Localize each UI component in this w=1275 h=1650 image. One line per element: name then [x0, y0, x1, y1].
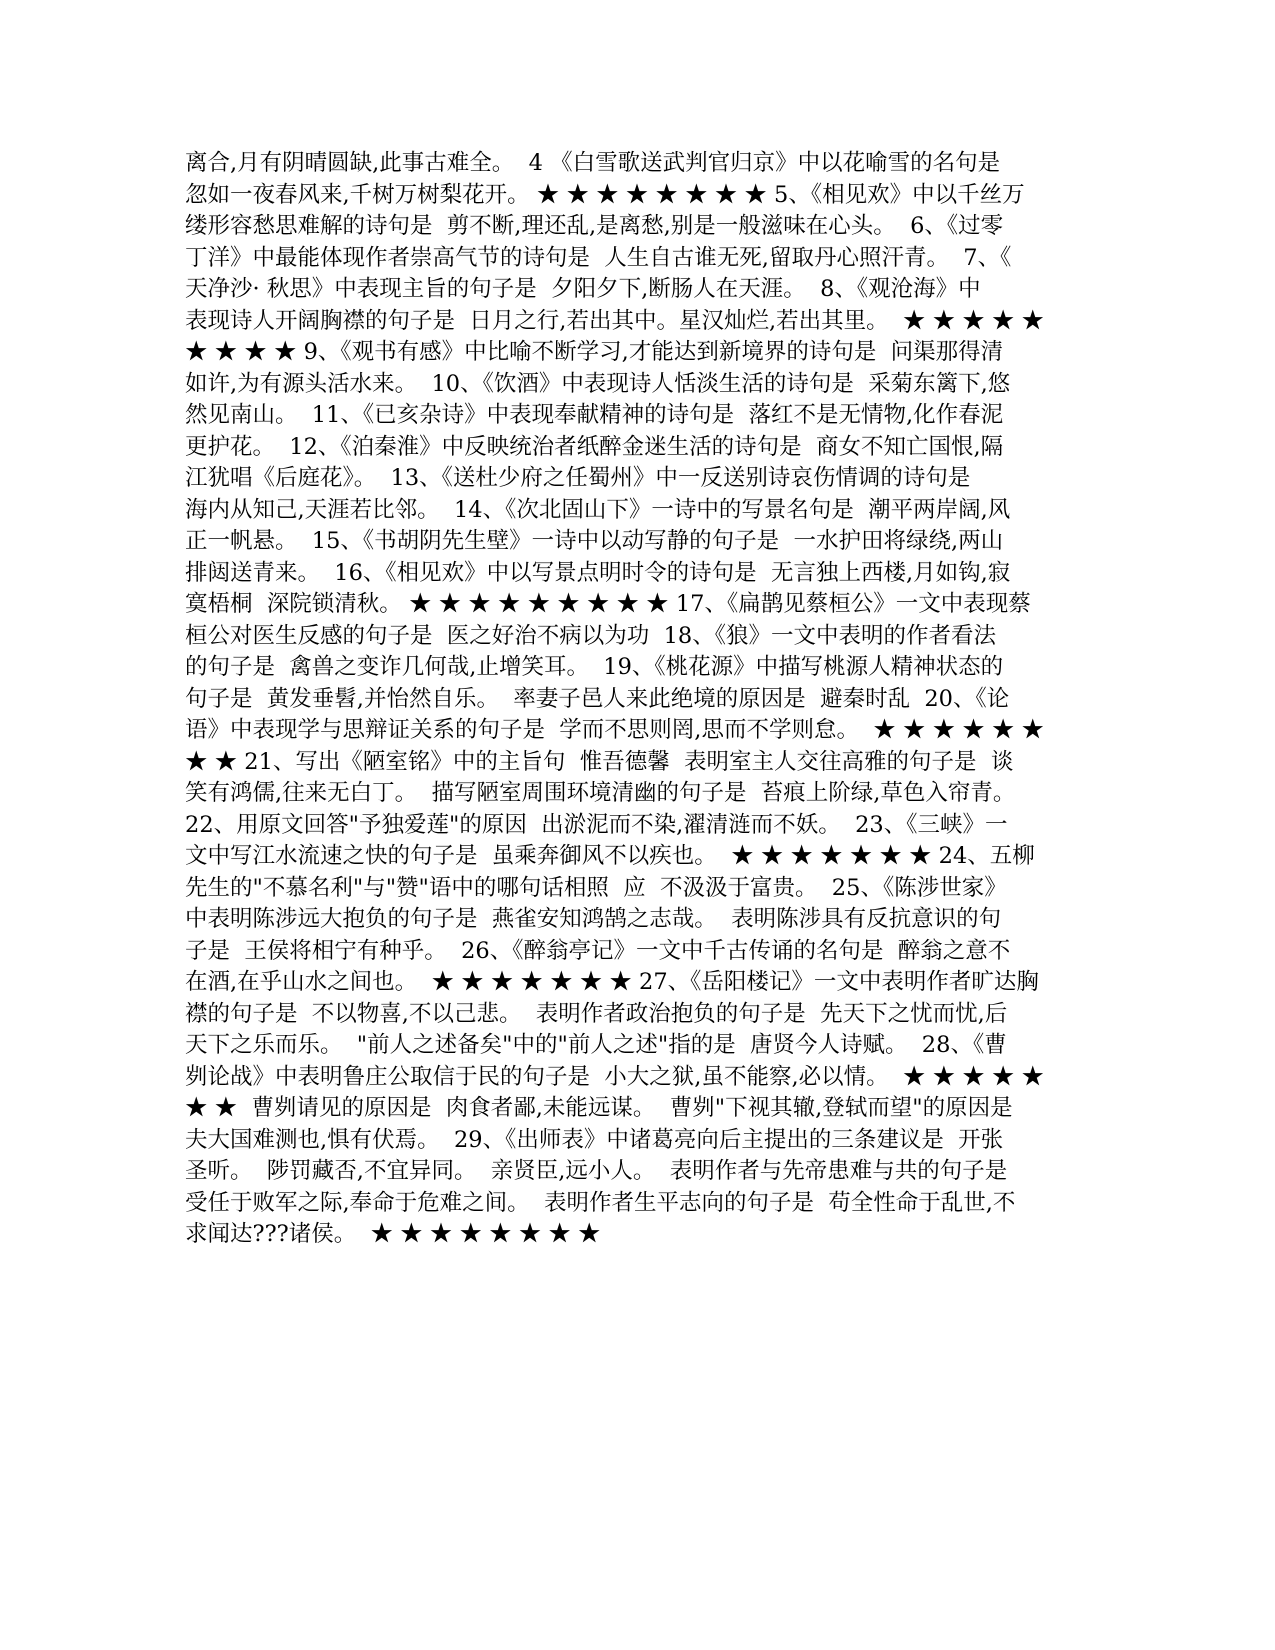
text-line: 天下之乐而乐。 "前人之述备矣"中的"前人之述"指的是 唐贤今人诗赋。 28、《曹 [185, 1032, 1007, 1058]
text-line: 排闼送青来。 16、《相见欢》中以写景点明时令的诗句是 无言独上西楼,月如钩,寂 [185, 559, 1011, 586]
text-line: 然见南山。 11、《已亥杂诗》中表现奉献精神的诗句是 落红不是无情物,化作春泥 [185, 402, 1004, 428]
text-line: 离合,月有阴晴圆缺,此事古难全。 4 《白雪歌送武判官归京》中以花喻雪的名句是 [185, 150, 1001, 176]
text-line: 表现诗人开阔胸襟的句子是 日月之行,若出其中。星汉灿烂,若出其里。 ★ ★ ★ ★ ★ [185, 307, 1045, 334]
body-text [185, 148, 1087, 1251]
text-line: 语》中表现学与思辩证关系的句子是 学而不思则罔,思而不学则怠。 ★ ★ ★ ★ ★ ★ [185, 717, 1045, 743]
text-line: 22、用原文回答"予独爱莲"的原因 出淤泥而不染,濯清涟而不妖。 23、《三峡》一 [185, 811, 1008, 838]
text-line: 襟的句子是 不以物喜,不以己悲。 表明作者政治抱负的句子是 先天下之忧而忧,后 [185, 1000, 1008, 1027]
text-line: ★ ★ 21、写出《陋室铭》中的主旨句 惟吾德馨 表明室主人交往高雅的句子是 谈 [185, 748, 1014, 775]
text-line: 句子是 黄发垂髫,并怡然自乐。 率妻子邑人来此绝境的原因是 避秦时乱 20、《论 [185, 685, 1010, 712]
text-line: 海内从知己,天涯若比邻。 14、《次北固山下》一诗中的写景名句是 潮平两岸阔,风 [185, 496, 1011, 523]
text-line: 缕形容愁思难解的诗句是 剪不断,理还乱,是离愁,别是一般滋味在心头。 6、《过零 [185, 213, 1004, 239]
text-line: 天净沙· 秋思》中表现主旨的句子是 夕阳夕下,断肠人在天涯。 8、《观沧海》中 [185, 276, 981, 302]
text-line: 寞梧桐 深院锁清秋。 ★ ★ ★ ★ ★ ★ ★ ★ ★ 17、《扁鹊见蔡桓公》一文中表现蔡 [185, 591, 1031, 617]
text-line: 子是 王侯将相宁有种乎。 26、《醉翁亭记》一文中千古传诵的名句是 醉翁之意不 [185, 937, 1011, 964]
text-line: ★ ★ ★ ★ 9、《观书有感》中比喻不断学习,才能达到新境界的诗句是 问渠那得清 [185, 339, 1004, 365]
text-line: 笑有鸿儒,往来无白丁。 描写陋室周围环境清幽的句子是 苔痕上阶绿,草色入帘青。 [185, 780, 1016, 806]
text-line: 丁洋》中最能体现作者崇高气节的诗句是 人生自古谁无死,留取丹心照汗青。 7、《 [185, 244, 1012, 271]
text-line: 正一帆悬。 15、《书胡阴先生壁》一诗中以动写静的句子是 一水护田将绿绕,两山 [185, 528, 1004, 554]
text-line: 如许,为有源头活水来。 10、《饮酒》中表现诗人恬淡生活的诗句是 采菊东篱下,悠 [185, 370, 1011, 397]
text-line: 在酒,在乎山水之间也。 ★ ★ ★ ★ ★ ★ ★ 27、《岳阳楼记》一文中表明作者旷达胸 [185, 969, 1039, 995]
text-line: 受任于败军之际,奉命于危难之间。 表明作者生平志向的句子是 苟全性命于乱世,不 [185, 1189, 1016, 1216]
text-line: 求闻达???诸侯。 ★ ★ ★ ★ ★ ★ ★ ★ [185, 1221, 601, 1247]
text-line: 夫大国难测也,惧有伏焉。 29、《出师表》中诸葛亮向后主提出的三条建议是 开张 [185, 1126, 1004, 1153]
text-line: 更护花。 12、《泊秦淮》中反映统治者纸醉金迷生活的诗句是 商女不知亡国恨,隔 [185, 433, 1004, 460]
text-line: 刿论战》中表明鲁庄公取信于民的句子是 小大之狱,虽不能察,必以情。 ★ ★ ★ ★ ★ [185, 1063, 1045, 1090]
text-line: 江犹唱《后庭花》。 13、《送杜少府之任蜀州》中一反送别诗哀伤情调的诗句是 [185, 465, 971, 491]
text-line: 先生的"不慕名利"与"赞"语中的哪句话相照 应 不汲汲于富贵。 25、《陈涉世家》 [185, 874, 1007, 901]
text-line: ★ ★ 曹刿请见的原因是 肉食者鄙,未能远谋。 曹刿"下视其辙,登轼而望"的原因是 [185, 1095, 1013, 1121]
text-line: 中表明陈涉远大抱负的句子是 燕雀安知鸿鹄之志哉。 表明陈涉具有反抗意识的句 [185, 906, 1002, 932]
text-line: 圣听。 陟罚藏否,不宜异同。 亲贤臣,远小人。 表明作者与先帝患难与共的句子是 [185, 1158, 1008, 1184]
text-line: 的句子是 禽兽之变诈几何哉,止增笑耳。 19、《桃花源》中描写桃源人精神状态的 [185, 654, 1004, 680]
text-line: 文中写江水流速之快的句子是 虽乘奔御风不以疾也。 ★ ★ ★ ★ ★ ★ ★ 24、五柳 [185, 843, 1035, 869]
text-line: 忽如一夜春风来,千树万树梨花开。 ★ ★ ★ ★ ★ ★ ★ ★ 5、《相见欢》中以千丝万 [185, 181, 1025, 208]
text-line: 桓公对医生反感的句子是 医之好治不病以为功 18、《狼》一文中表明的作者看法 [185, 622, 996, 649]
